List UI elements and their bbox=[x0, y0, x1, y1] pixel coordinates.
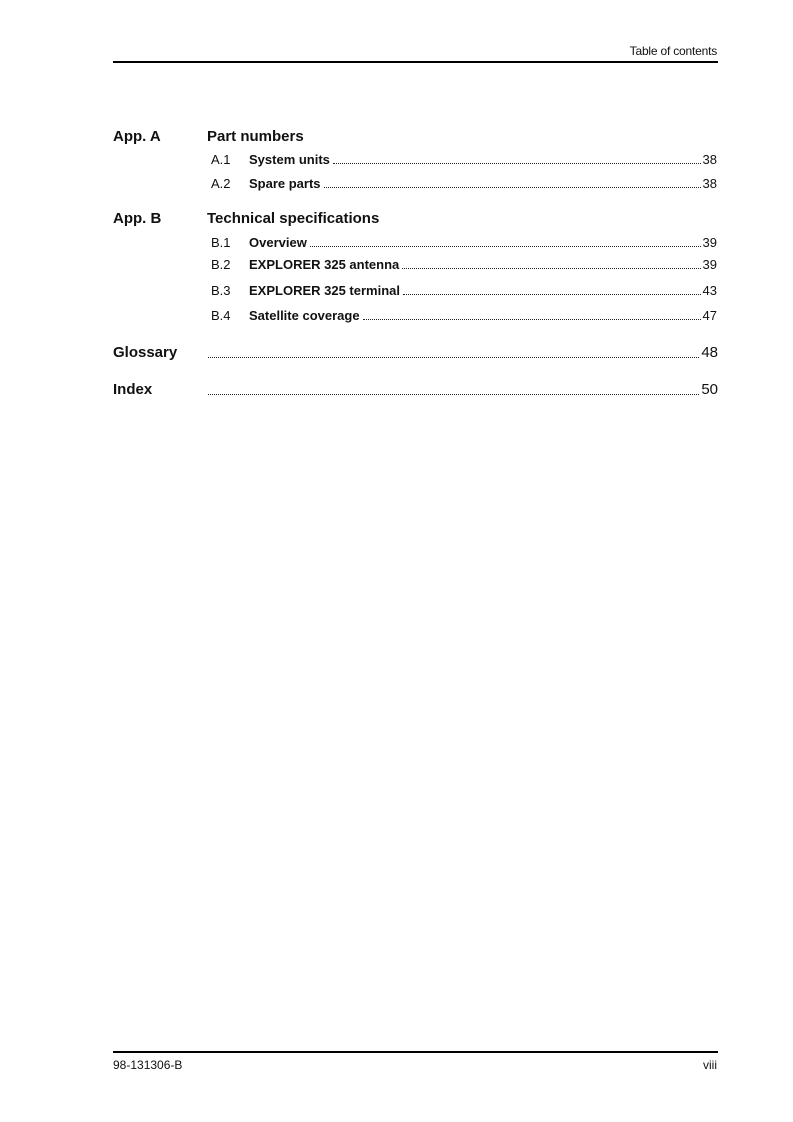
footer-rule bbox=[113, 1051, 718, 1053]
entry-title: EXPLORER 325 terminal bbox=[249, 283, 400, 298]
entry-number: B.3 bbox=[211, 283, 231, 298]
entry-title: System units bbox=[249, 152, 330, 167]
toc-entry-b1[interactable] bbox=[211, 235, 717, 250]
dot-leader bbox=[310, 246, 701, 247]
entry-title: Glossary bbox=[113, 344, 178, 361]
toc-entry-b2[interactable] bbox=[211, 257, 717, 272]
entry-number: B.1 bbox=[211, 235, 231, 250]
toc-entry-index[interactable] bbox=[113, 381, 718, 398]
entry-title: Spare parts bbox=[249, 176, 321, 191]
entry-page: 38 bbox=[702, 152, 717, 167]
appendix-b-label: App. B bbox=[113, 210, 162, 227]
toc-entry-glossary[interactable] bbox=[113, 344, 718, 361]
entry-page: 43 bbox=[702, 283, 717, 298]
dot-leader bbox=[363, 319, 701, 320]
entry-title: Satellite coverage bbox=[249, 308, 360, 323]
entry-page: 50 bbox=[701, 381, 718, 398]
entry-page: 39 bbox=[702, 257, 717, 272]
dot-leader bbox=[402, 268, 700, 269]
entry-number: A.2 bbox=[211, 176, 231, 191]
entry-page: 38 bbox=[702, 176, 717, 191]
dot-leader bbox=[208, 357, 699, 358]
document-number: 98-131306-B bbox=[113, 1058, 183, 1072]
entry-number: B.2 bbox=[211, 257, 231, 272]
toc-entry-b4[interactable] bbox=[211, 308, 717, 323]
appendix-b-title: Technical specifications bbox=[207, 210, 380, 227]
running-header-title: Table of contents bbox=[629, 44, 717, 58]
dot-leader bbox=[208, 394, 699, 395]
header-rule bbox=[113, 61, 718, 63]
dot-leader bbox=[324, 187, 701, 188]
entry-title: Index bbox=[113, 381, 153, 398]
entry-page: 39 bbox=[702, 235, 717, 250]
entry-number: A.1 bbox=[211, 152, 231, 167]
appendix-a-label: App. A bbox=[113, 128, 161, 145]
entry-title: Overview bbox=[249, 235, 307, 250]
dot-leader bbox=[333, 163, 701, 164]
toc-entry-b3[interactable] bbox=[211, 283, 717, 298]
toc-entry-a2[interactable] bbox=[211, 176, 717, 191]
dot-leader bbox=[403, 294, 701, 295]
appendix-a-title: Part numbers bbox=[207, 128, 304, 145]
entry-number: B.4 bbox=[211, 308, 231, 323]
entry-page: 48 bbox=[701, 344, 718, 361]
page-number: viii bbox=[703, 1058, 717, 1072]
entry-title: EXPLORER 325 antenna bbox=[249, 257, 400, 272]
toc-entry-a1[interactable] bbox=[211, 152, 717, 167]
entry-page: 47 bbox=[702, 308, 717, 323]
